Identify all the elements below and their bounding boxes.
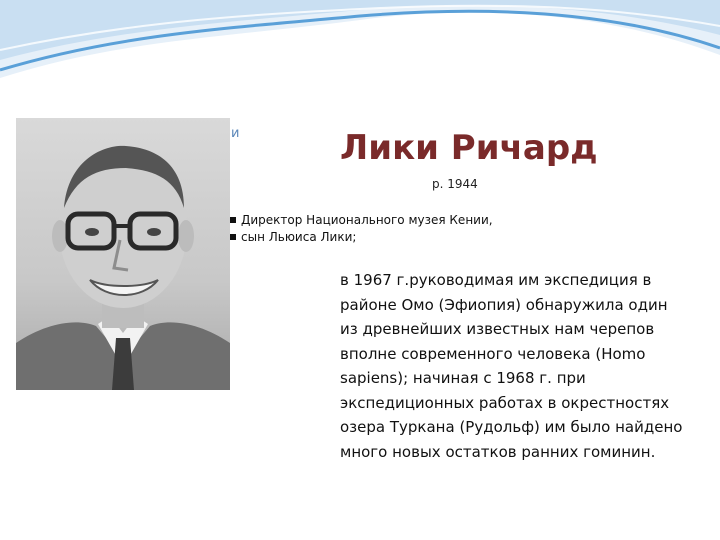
square-bullet-icon: [230, 217, 236, 223]
birth-year: р. 1944: [432, 177, 478, 191]
bullet-item: [230, 229, 493, 246]
square-bullet-icon: [230, 234, 236, 240]
bullet-item: [230, 212, 493, 229]
slide-title: Лики Ричард: [340, 128, 598, 168]
bullet-text: сын Льюиса Лики;: [241, 230, 357, 244]
bullet-list: [230, 212, 493, 246]
partial-text-fragment: и: [231, 126, 240, 141]
portrait-photo: [16, 118, 230, 390]
header-wave-decoration: [0, 0, 720, 90]
bullet-text: Директор Национального музея Кении,: [241, 213, 493, 227]
biography-paragraph: в 1967 г.руководимая им экспедиция в районе Омо (Эфиопия) обнаружила один из древнейших известных нам черепов вполне современного человека (Homo sapiens); начиная с 1968 г. при экспедиционных работах в окрестностях озера Туркана (Рудольф) им было найдено много новых остатков ранних гоминин.: [340, 271, 683, 461]
